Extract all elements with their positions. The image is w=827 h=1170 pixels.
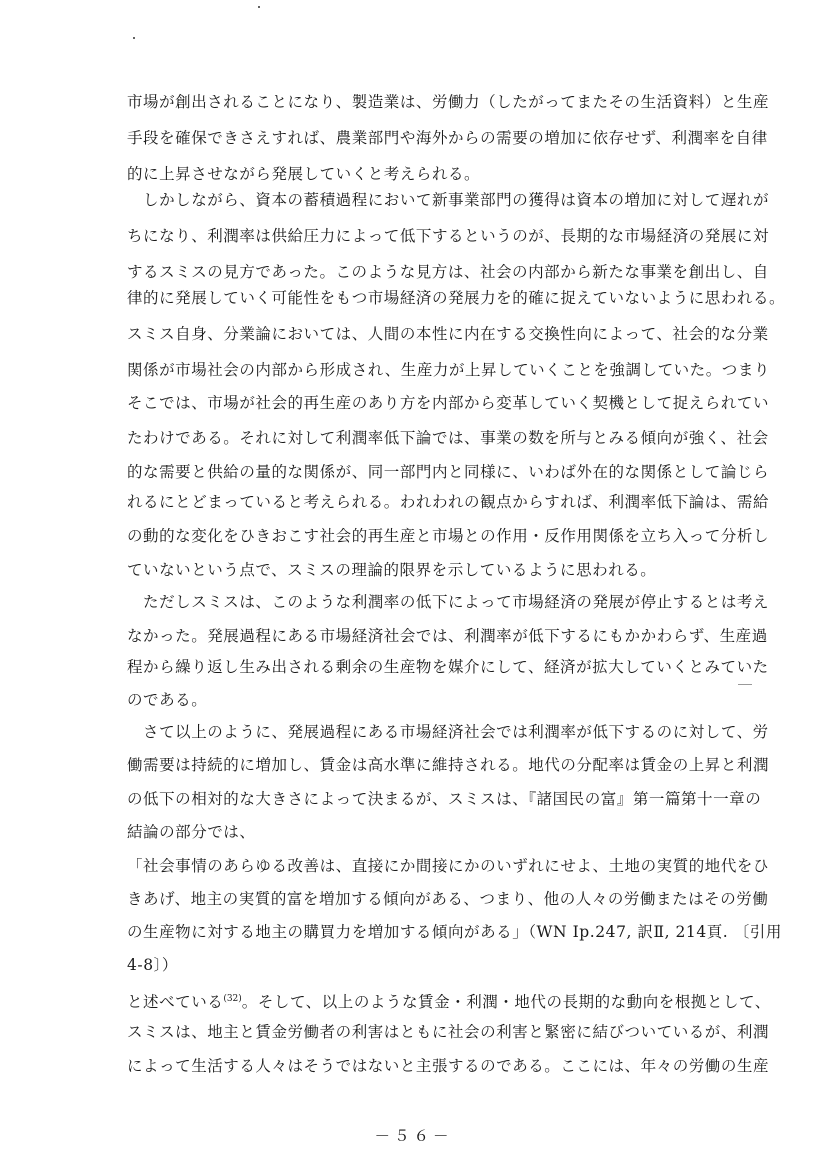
text-line: の動的な変化をひきおこす社会的再生産と市場との作用・反作用関係を立ち入って分析し xyxy=(127,527,770,545)
text-line: 結論の部分では、 xyxy=(127,823,256,841)
text-line: 市場が創出されることになり、製造業は、労働力（したがってまたその生活資料）と生産 xyxy=(127,93,770,111)
text-line xyxy=(127,989,771,1012)
text-line: スミスは、地主と賃金労働者の利害はともに社会の利害と緊密に結びついているが、利潤 xyxy=(127,1023,770,1041)
text-line-end: 。そして、以上のような賃金・利潤・地代の長期的な動向を根拠として、 xyxy=(241,993,771,1012)
text-line: 「社会事情のあらゆる改善は、直接にか間接にかのいずれにせよ、土地の実質的地代をひ xyxy=(127,857,770,875)
text-line: 程から繰り返し生み出される剰余の生産物を媒介にして、経済が拡大していくとみていた xyxy=(127,658,769,676)
text-line: たわけである。それに対して利潤率低下論では、事業の数を所与とみる傾向が強く、社会 xyxy=(127,429,769,447)
scan-speck xyxy=(258,6,260,8)
text-line: さて以上のように、発展過程にある市場経済社会では利潤率が低下するのに対して、労 xyxy=(127,723,769,741)
text-line: なかった。発展過程にある市場経済社会では、利潤率が低下するにもかかわらず、生産過 xyxy=(127,627,768,645)
text-line: れるにとどまっていると考えられる。われわれの観点からすれば、利潤率低下論は、需給 xyxy=(127,493,770,511)
text-line: ちになり、利潤率は供給圧力によって低下するというのが、長期的な市場経済の発展に対 xyxy=(127,227,770,245)
text-line: ただしスミスは、このような利潤率の低下によって市場経済の発展が停止するとは考え xyxy=(127,593,770,611)
footnote-reference: (32) xyxy=(223,994,242,1004)
text-line: 的な需要と供給の量的な関係が、同一部門内と同様に、いわば外在的な関係として論じら xyxy=(127,463,770,481)
text-line: そこでは、市場が社会的再生産のあり方を内部から変革していく契機として捉えられてい xyxy=(127,394,770,412)
text-line: 4-8〕） xyxy=(127,956,178,974)
text-line: の生産物に対する地主の購買力を増加する傾向がある」（WN Ⅰp.247, 訳Ⅱ, 214頁. 〔引用 xyxy=(127,923,782,941)
text-line: 働需要は持続的に増加し、賃金は高水準に維持される。地代の分配率は賃金の上昇と利潤 xyxy=(127,756,770,774)
scan-speck xyxy=(133,37,135,39)
text-line: するスミスの見方であった。このような見方は、社会の内部から新たな事業を創出し、自 xyxy=(127,263,769,281)
text-line: 律的に発展していく可能性をもつ市場経済の発展力を的確に捉えていないように思われる。 xyxy=(127,289,786,307)
text-line: しかしながら、資本の蓄積過程において新事業部門の獲得は資本の増加に対して遅れが xyxy=(127,191,770,209)
text-line: によって生活する人々はそうではないと主張するのである。ここには、年々の労働の生産 xyxy=(127,1057,770,1075)
text-line: ていないという点で、スミスの理論的限界を示しているように思われる。 xyxy=(127,561,657,579)
text-line: きあげ、地主の実質的富を増加する傾向がある、つまり、他の人々の労働またはその労働 xyxy=(127,890,769,908)
scan-speck xyxy=(738,684,752,685)
text-line: 手段を確保できさえすれば、農業部門や海外からの需要の増加に依存せず、利潤率を自律 xyxy=(127,129,768,147)
text-line: のである。 xyxy=(127,691,208,709)
text-line-start: と述べている xyxy=(127,993,224,1012)
text-line: 的に上昇させながら発展していくと考えられる。 xyxy=(127,165,481,183)
text-line: 関係が市場社会の内部から形成され、生産力が上昇していくことを強調していた。つまり xyxy=(127,361,770,379)
page-number: －５６－ xyxy=(374,1127,453,1145)
text-line: の低下の相対的な大きさによって決まるが、スミスは、『諸国民の富』第一篇第十一章の xyxy=(127,790,762,808)
text-line: スミス自身、分業論においては、人間の本性に内在する交換性向によって、社会的な分業 xyxy=(127,325,769,343)
